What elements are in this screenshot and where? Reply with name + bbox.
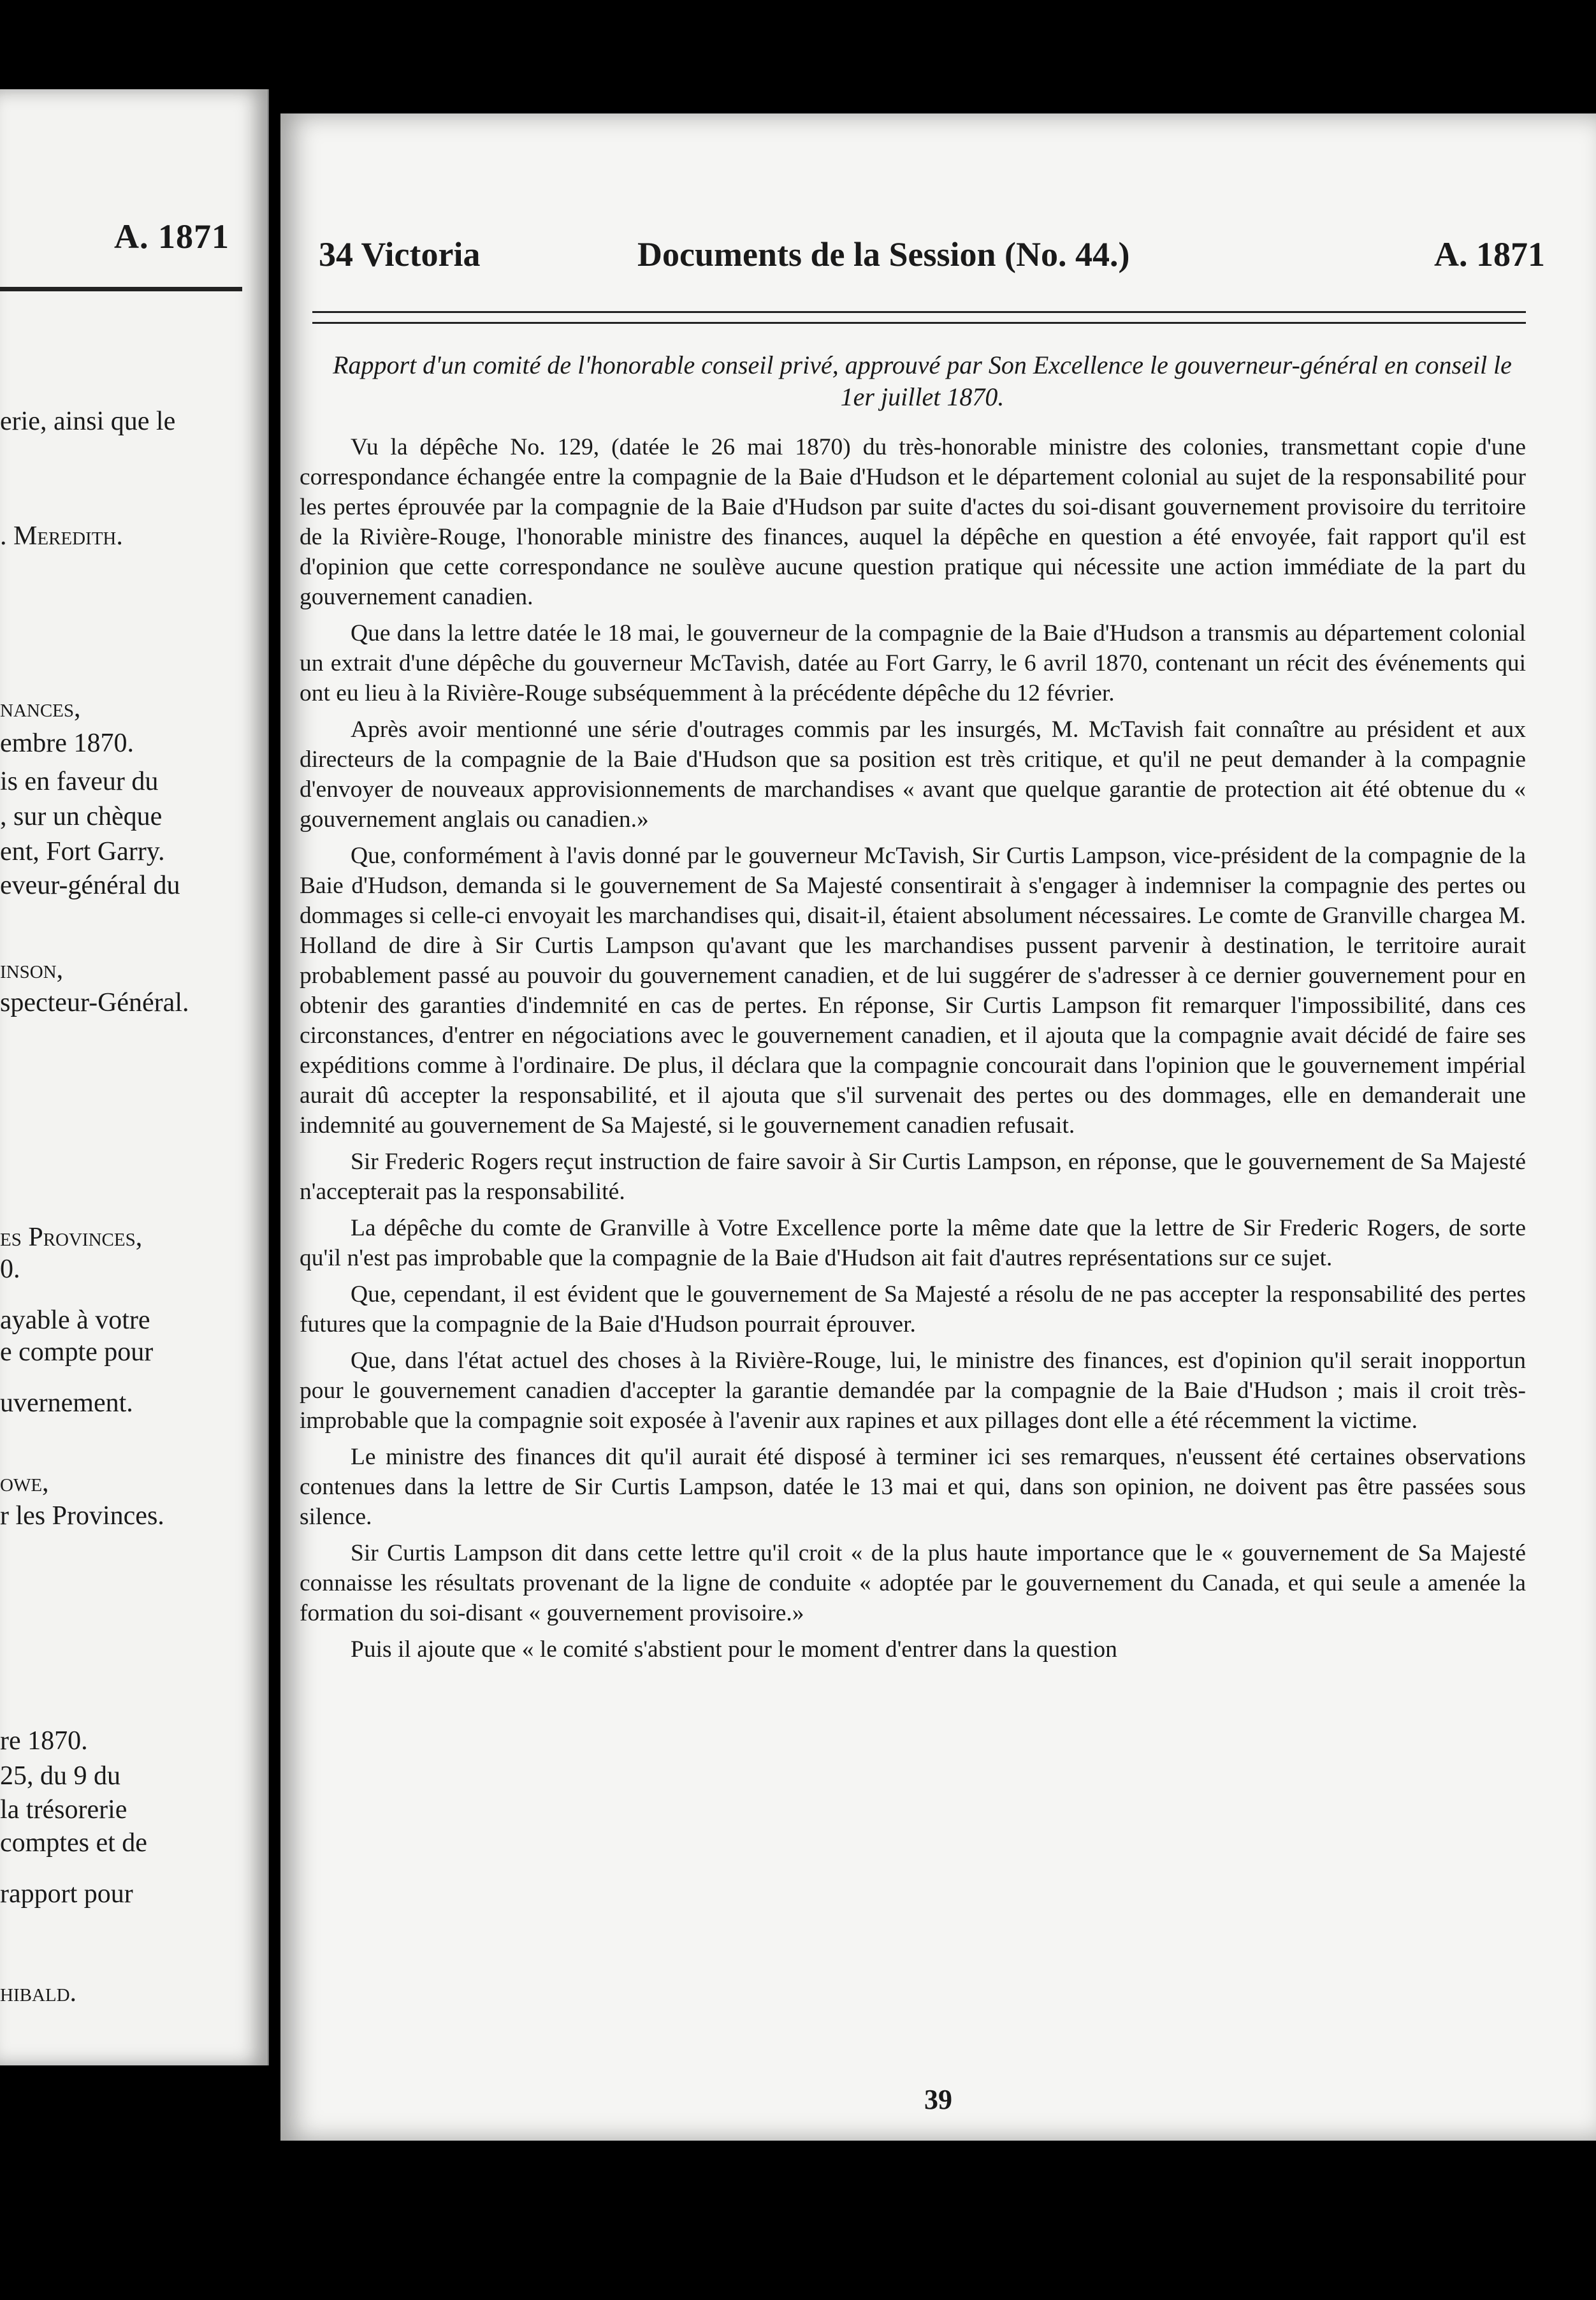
- facing-page-line: uvernement.: [0, 1388, 133, 1418]
- facing-page: [0, 89, 269, 2065]
- header-regnal-year: 34 Victoria: [319, 235, 481, 273]
- document-page: [280, 113, 1596, 2141]
- facing-page-rule: [0, 287, 242, 291]
- header-year: A. 1871: [1434, 235, 1545, 273]
- facing-page-line: owe,: [0, 1468, 49, 1497]
- facing-page-line: erie, ainsi que le: [0, 407, 176, 436]
- facing-page-line: eveur-général du: [0, 871, 180, 900]
- body-paragraph: Que, cependant, il est évident que le gouvernement de Sa Majesté a résolu de ne pas accepter la responsabilité des pertes futures que la compagnie de la Baie d'Hudson pourrait éprouver.: [300, 1281, 1526, 1337]
- facing-page-line: is en faveur du: [0, 767, 159, 796]
- body-paragraph: Après avoir mentionné une série d'outrages commis par les insurgés, M. McTavish fait connaître au président et aux directeurs de la compagnie de la Baie d'Hudson que sa position est très critique, et qu'il ne peut demander à la compagnie d'envoyer de nouveaux approvisionnements de marchandises « avant que quelque garantie de protection ait été obtenue du « gouvernement anglais ou canadien.»: [300, 717, 1526, 833]
- body-paragraph: Que, dans l'état actuel des choses à la Rivière-Rouge, lui, le ministre des finances, est d'opinion qu'il serait inopportun pour le gouvernement canadien d'accepter la garantie demandée par la compagnie de la Baie d'Hudson ; mais il croit très-improbable que la compagnie soit exposée à l'avenir aux rapines et aux pillages dont elle a été récemment la victime.: [300, 1348, 1526, 1434]
- facing-page-line: ent, Fort Garry.: [0, 837, 165, 866]
- facing-page-line: ayable à votre: [0, 1306, 150, 1335]
- facing-page-line: embre 1870.: [0, 729, 134, 758]
- body-paragraph: Que, conformément à l'avis donné par le gouverneur McTavish, Sir Curtis Lampson, vice-président de la compagnie de la Baie d'Hudson, demanda si le gouvernement de Sa Majesté consentirait à s'engager à indemniser la compagnie des pertes ou dommages si celle-ci envoyait les marchandises qui, disait-il, étaient absolument nécessaires. Le comte de Granville chargea M. Holland de dire à Sir Curtis Lampson qu'avant que les marchandises pussent parvenir à destination, le territoire aurait probablement passé au pouvoir du gouvernement canadien, et de lui suggérer de s'adresser à ce dernier gouvernement pour en obtenir des garanties d'indemnité en cas de pertes. En réponse, Sir Curtis Lampson fit remarquer l'impossibilité, dans ces circonstances, d'entrer en négociations avec le gouvernement canadien, et il ajouta que la compagnie avait décidé de faire ses expéditions comme à l'ordinaire. De plus, il déclara que la compagnie concourait dans l'opinion que le gouvernement impérial aurait dû accepter la responsabilité, et il ajouta que s'il survenait des pertes ou des dommages, elle en demanderait une indemnité au gouvernement de Sa Majesté, si le gouvernement canadien refusait.: [300, 843, 1526, 1139]
- body-paragraph: Sir Curtis Lampson dit dans cette lettre qu'il croit « de la plus haute importance que le « gouvernement de Sa Majesté connaisse les résultats provenant de la ligne de conduite « adoptée par le gouvernement du Canada, et qui seule a amenée la formation du soi-disant « gouvernement provisoire.»: [300, 1540, 1526, 1626]
- body-paragraph: Le ministre des finances dit qu'il aurait été disposé à terminer ici ses remarques, n'eussent été certaines observations contenues dans la lettre de Sir Curtis Lampson, datée le 13 mai et qui, dans son opinion, ne doivent pas être passées sous silence.: [300, 1444, 1526, 1530]
- facing-page-line: re 1870.: [0, 1726, 88, 1756]
- facing-page-line: e compte pour: [0, 1337, 154, 1367]
- facing-page-line: nances,: [0, 694, 81, 723]
- body-paragraph: Sir Frederic Rogers reçut instruction de faire savoir à Sir Curtis Lampson, en réponse, que le gouvernement de Sa Majesté n'accepterait pas la responsabilité.: [300, 1149, 1526, 1205]
- body-paragraph: La dépêche du comte de Granville à Votre Excellence porte la même date que la lettre de Sir Frederic Rogers, de sorte qu'il n'est pas improbable que la compagnie de la Baie d'Hudson ait fait d'autres représentations sur ce sujet.: [300, 1215, 1526, 1271]
- facing-page-line: es Provinces,: [0, 1223, 143, 1252]
- body-paragraph: Puis il ajoute que « le comité s'abstient pour le moment d'entrer dans la question: [351, 1636, 1117, 1663]
- facing-page-line: la trésorerie: [0, 1795, 127, 1824]
- facing-page-line: . Meredith.: [0, 521, 123, 551]
- facing-page-line: inson,: [0, 955, 64, 984]
- report-body: [300, 432, 1526, 1664]
- facing-page-line: 0.: [0, 1255, 20, 1284]
- page-header: [300, 235, 1596, 286]
- facing-page-line: hibald.: [0, 1978, 77, 2007]
- header-rule: [312, 311, 1526, 324]
- facing-page-year: A. 1871: [114, 217, 229, 256]
- facing-page-line: 25, du 9 du: [0, 1761, 120, 1791]
- facing-page-line: specteur-Général.: [0, 988, 189, 1017]
- facing-page-line: comptes et de: [0, 1828, 147, 1858]
- facing-page-line: , sur un chèque: [0, 802, 163, 831]
- body-paragraph: Que dans la lettre datée le 18 mai, le gouverneur de la compagnie de la Baie d'Hudson a transmis au département colonial un extrait d'une dépêche du gouverneur McTavish, datée au Fort Garry, le 6 avril 1870, contenant un récit des événements qui ont eu lieu à la Rivière-Rouge subséquemment à la précédente dépêche du 12 février.: [300, 620, 1526, 706]
- body-paragraph: Vu la dépêche No. 129, (datée le 26 mai 1870) du très-honorable ministre des colonies, transmettant copie d'une correspondance échangée entre la compagnie de la Baie d'Hudson et le département colonial au sujet de la responsabilité pour les pertes éprouvée par la compagnie de la Baie d'Hudson par suite d'actes du soi-disant gouvernement provisoire du territoire de la Rivière-Rouge, l'honorable ministre des finances, auquel la dépêche en question a été envoyée, fait rapport qu'il est d'opinion que cette correspondance ne soulève aucune question pratique qui nécessite une action immédiate de la part du gouvernement canadien.: [300, 434, 1526, 610]
- header-title: Documents de la Session (No. 44.): [637, 235, 1130, 273]
- facing-page-line: rapport pour: [0, 1879, 133, 1909]
- page-number: 39: [924, 2084, 952, 2115]
- report-caption: Rapport d'un comité de l'honorable conseil privé, approuvé par Son Excellence le gouverneur-général en conseil le 1er juillet 1870.: [333, 351, 1512, 411]
- facing-page-line: r les Provinces.: [0, 1501, 164, 1531]
